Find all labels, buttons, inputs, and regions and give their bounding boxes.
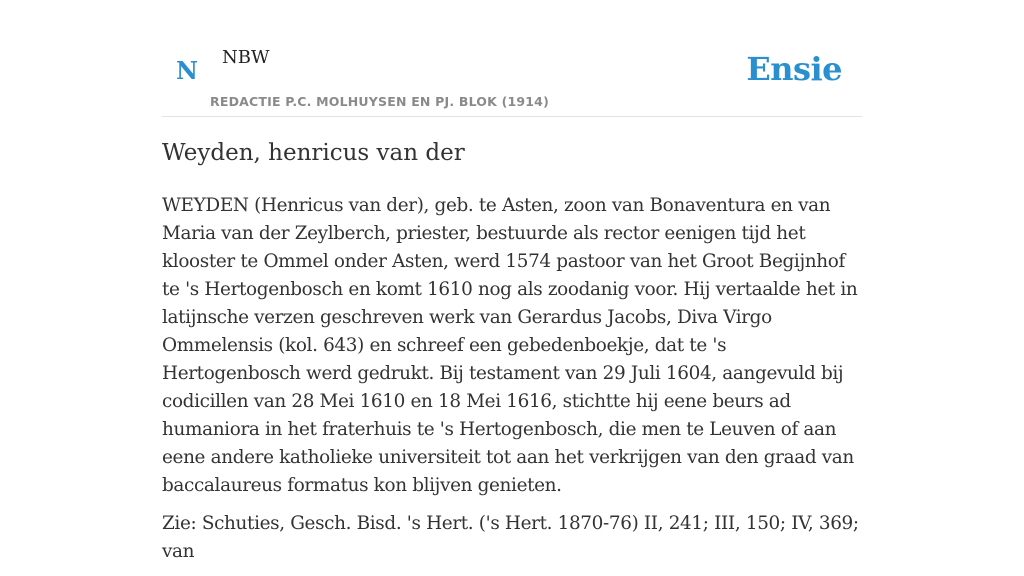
editors-credit: REDACTIE P.C. MOLHUYSEN EN PJ. BLOK (1914) <box>210 94 549 109</box>
source-name-link[interactable]: NBW <box>222 47 270 68</box>
article-body <box>162 192 862 576</box>
source-logo-icon[interactable]: N <box>176 56 198 85</box>
article-paragraph-sources: Zie: Schuties, Gesch. Bisd. 's Hert. ('s Hert. 1870-76) II, 241; III, 150; IV, 369; van <box>162 513 859 562</box>
article-paragraph: WEYDEN (Henricus van der), geb. te Asten, zoon van Bonaventura en van Maria van der Zeylberch, priester, bestuurde als rector eenigen tijd het klooster te Ommel onder Asten, werd 1574 pastoor van het Groot Begijnhof te 's Hertogenbosch en komt 1610 nog als zoodanig voor. Hij vertaalde het in latijnsche verzen geschreven werk van Gerardus Jacobs, Diva Virgo Ommelensis (kol. 643) en schreef een gebedenboekje, dat te 's Hertogenbosch werd gedrukt. Bij testament van 29 Juli 1604, aangevuld bij codicillen van 28 Mei 1610 en 18 Mei 1616, stichtte hij eene beurs ad humaniora in het fraterhuis te 's Hertogenbosch, die men te Leuven of aan eene andere katholieke universiteit tot aan het verkrijgen van den graad van baccalaureus formatus kon blijven genieten. <box>162 195 858 496</box>
brand-logo[interactable]: Ensie <box>746 50 842 88</box>
article-title: Weyden, henricus van der <box>162 140 465 166</box>
page-container <box>162 0 862 562</box>
header <box>162 0 862 117</box>
